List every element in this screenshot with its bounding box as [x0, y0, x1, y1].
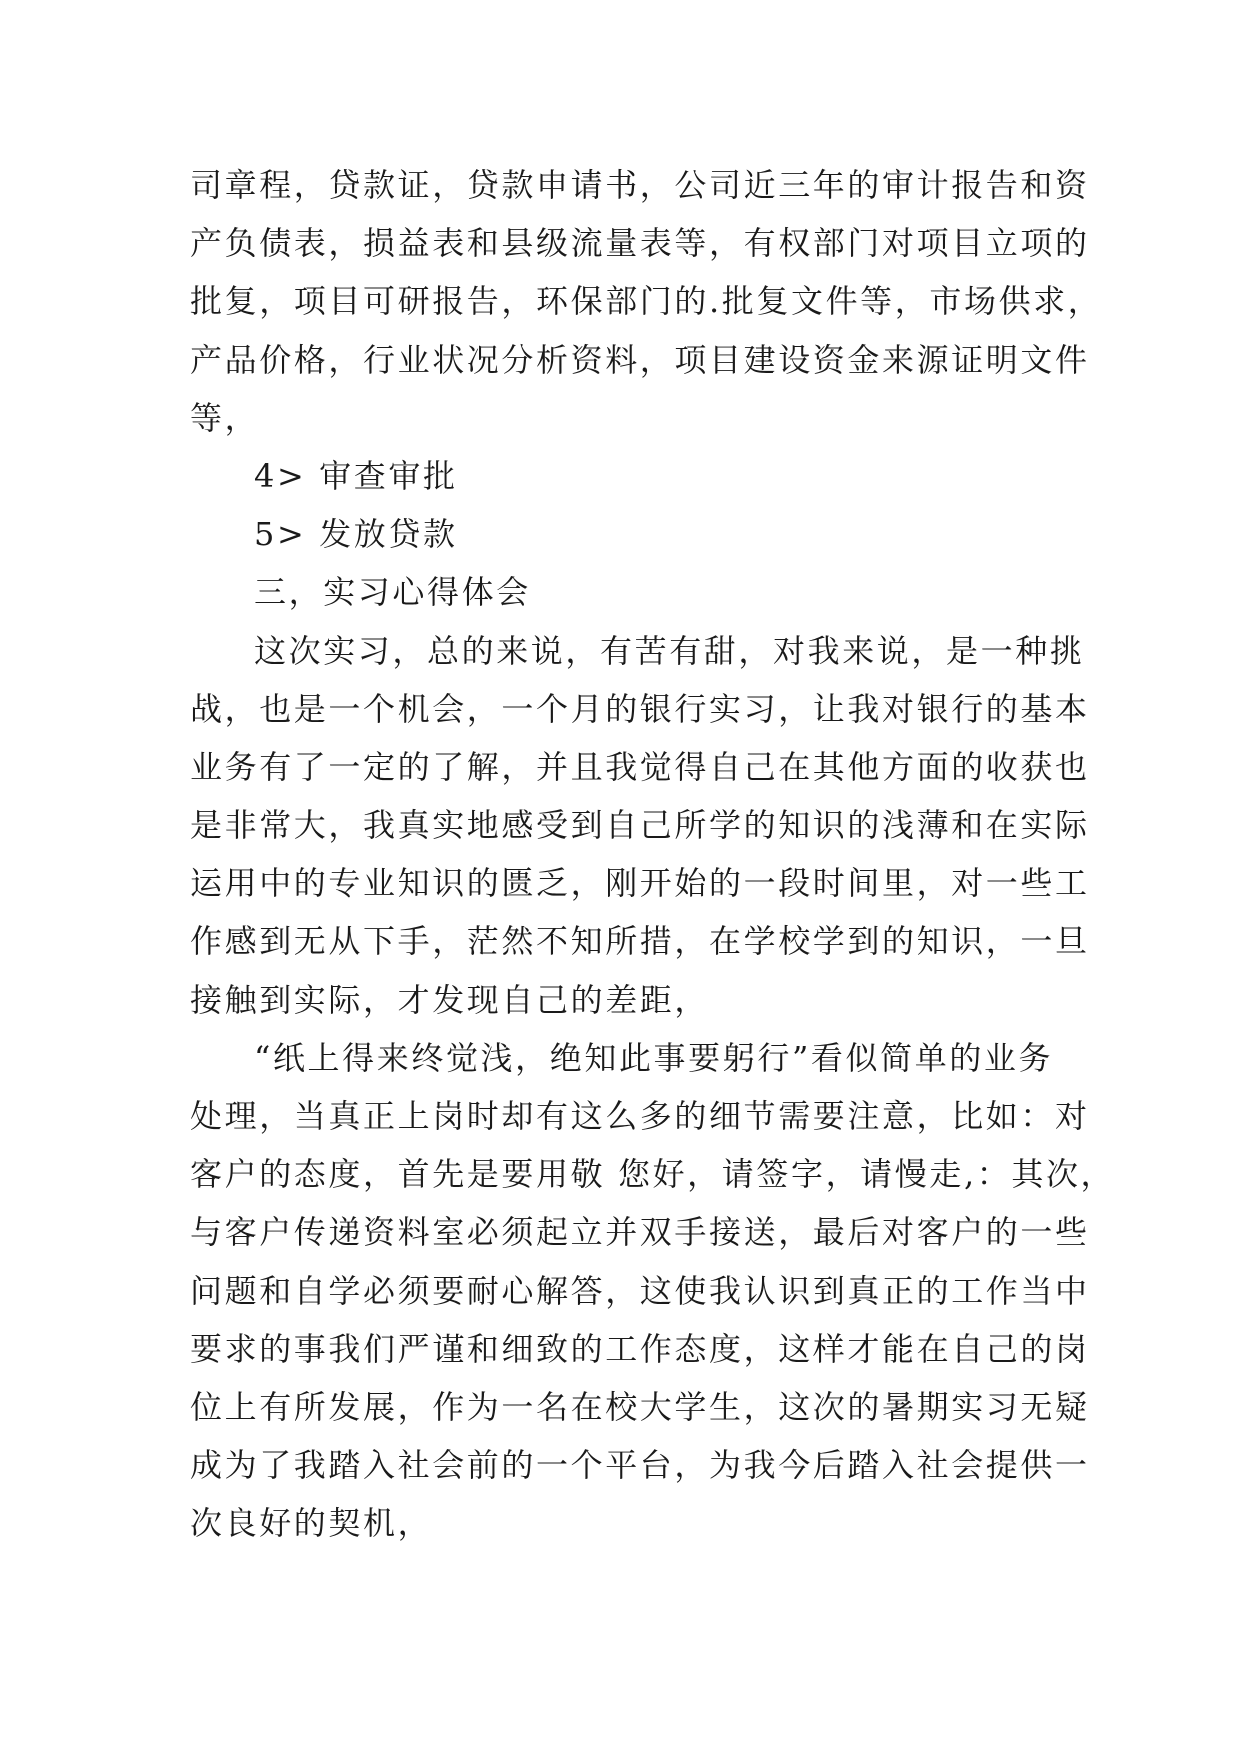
paragraph-start: 这次实习，总的来说，有苦有甜，对我来说，是一种挑 [254, 631, 1085, 670]
text-line: 战，也是一个机会，一个月的银行实习，让我对银行的基本 [190, 689, 1090, 728]
text-line: 业务有了一定的了解，并且我觉得自己在其他方面的收获也 [190, 747, 1090, 786]
list-item-loan-disbursement: 5> 发放贷款 [254, 515, 458, 554]
list-item-review-approval: 4> 审查审批 [254, 456, 458, 495]
text-line: 批复，项目可研报告，环保部门的.批复文件等，市场供求， [190, 282, 1103, 321]
paragraph-start: “纸上得来终觉浅，绝知此事要躬行”看似简单的业务 [254, 1038, 1054, 1077]
text-line: 问题和自学必须要耐心解答，这使我认识到真正的工作当中 [190, 1271, 1090, 1310]
text-line: 是非常大，我真实地感受到自己所学的知识的浅薄和在实际 [190, 806, 1090, 845]
text-line: 作感到无从下手，茫然不知所措，在学校学到的知识，一旦 [190, 922, 1090, 961]
text-line: 处理，当真正上岗时却有这么多的细节需要注意，比如：对 [190, 1097, 1090, 1135]
text-line: 产负债表，损益表和县级流量表等，有权部门对项目立项的 [190, 224, 1090, 263]
text-line: 等， [190, 398, 260, 437]
text-line: 司章程，贷款证，贷款申请书，公司近三年的审计报告和资 [190, 166, 1090, 204]
text-line: 运用中的专业知识的匮乏，刚开始的一段时间里，对一些工 [190, 864, 1090, 903]
text-line: 客户的态度，首先是要用敬 您好，请签字，请慢走,：其次， [190, 1155, 1116, 1194]
text-line: 接触到实际，才发现自己的差距， [190, 980, 710, 1019]
text-line: 产品价格，行业状况分析资料，项目建设资金来源证明文件 [190, 340, 1090, 379]
section-heading: 三，实习心得体会 [254, 573, 531, 612]
body-text [190, 156, 1116, 1553]
text-line: 要求的事我们严谨和细致的工作态度，这样才能在自己的岗 [190, 1329, 1090, 1368]
text-line: 位上有所发展，作为一名在校大学生，这次的暑期实习无疑 [190, 1387, 1090, 1426]
text-line: 次良好的契机， [190, 1504, 433, 1543]
text-line: 成为了我踏入社会前的一个平台，为我今后踏入社会提供一 [190, 1446, 1090, 1485]
text-line: 与客户传递资料室必须起立并双手接送，最后对客户的一些 [190, 1213, 1090, 1252]
